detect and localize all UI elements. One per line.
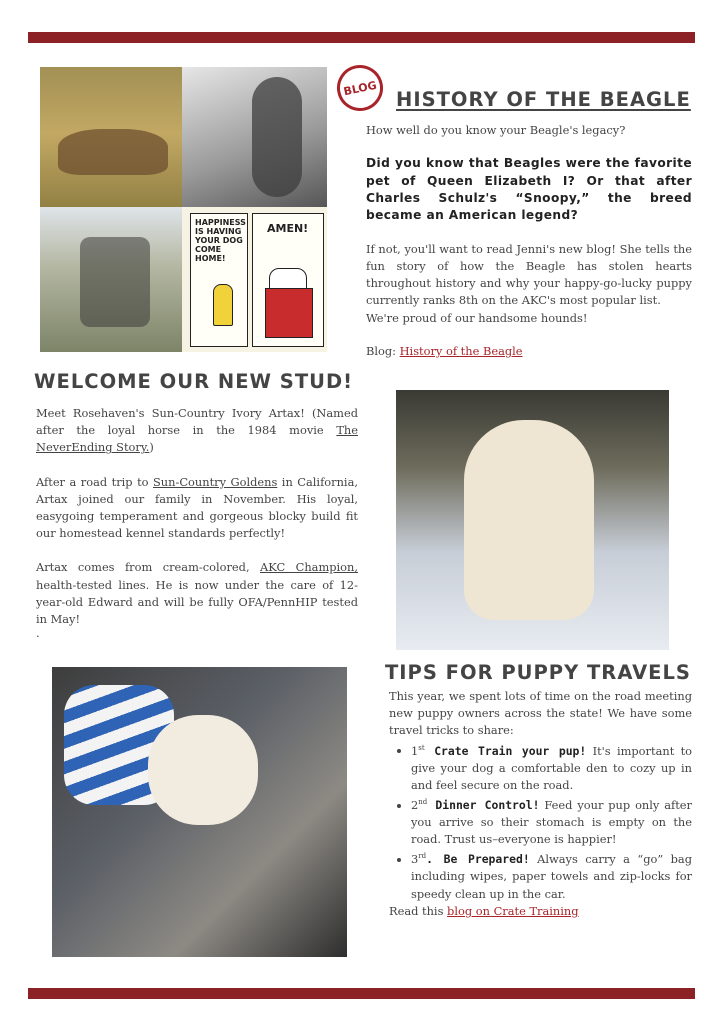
stud-paragraph-1 (36, 405, 358, 457)
akc-champion-link[interactable]: AKC Champion, (260, 560, 358, 575)
comic-panel-right (252, 213, 324, 347)
tips-list (389, 740, 692, 903)
top-accent-bar (28, 32, 695, 43)
stud-section (36, 405, 358, 641)
history-intro: How well do you know your Beagle's legacy? (366, 123, 626, 137)
stud-p1-end: ) (149, 440, 154, 455)
stud-heading: WELCOME OUR NEW STUD! (34, 370, 354, 393)
tip-3-title: . Be Prepared! (426, 852, 530, 867)
history-blog-link[interactable]: History of the Beagle (399, 343, 523, 358)
history-heading: HISTORY OF THE BEAGLE (396, 88, 691, 111)
comic-speech: AMEN! (267, 222, 309, 235)
history-blog-line (366, 343, 692, 360)
history-question: Did you know that Beagles were the favorite pet of Queen Elizabeth I? Or that after Charles Schulz's “Snoopy,” the breed became an American legend? (366, 156, 692, 223)
tip-3-text: Always carry a “go” bag including wipes, paper towels and zip-locks for speedy clean up in the car. (411, 852, 692, 901)
stud-p2-end: in California, Artax joined our family in November. His loyal, easygoing temperament and gorgeous blocky build fit our homestead kennel standards perfectly! (36, 474, 358, 541)
tip-item-2 (411, 794, 692, 848)
tips-heading: TIPS FOR PUPPY TRAVELS (385, 661, 691, 684)
stud-paragraph-2 (36, 474, 358, 543)
stud-p3-start: Artax comes from cream-colored, (36, 560, 261, 575)
stud-paragraph-3 (36, 559, 358, 628)
man-with-beagle-photo (182, 67, 327, 215)
tip-1-title: Crate Train your pup! (424, 743, 587, 758)
snoopy-figure (269, 268, 307, 290)
read-prefix: Read this (389, 903, 448, 918)
history-body: If not, you'll want to read Jenni's new blog! She tells the fun story of how the Beagle has stolen hearts throughout history and why your happy-go-lucky puppy currently ranks 8th on the AKC's most popular list. (366, 241, 692, 308)
bottom-accent-bar (28, 988, 695, 999)
blog-badge: BLOG (333, 61, 388, 116)
comic-caption: HAPPINESS IS HAVING YOUR DOG COME HOME! (195, 218, 246, 263)
tip-item-1 (411, 740, 692, 794)
tips-section (389, 688, 692, 920)
stray-period: . (36, 626, 40, 641)
peanuts-comic (182, 207, 327, 352)
neverending-story-link[interactable]: The NeverEnding Story. (36, 423, 358, 455)
tip-1-text: It's important to give your dog a comfortable den to cozy up in and feel secure on the road. (411, 743, 693, 792)
golden-retriever-snow-photo (396, 390, 669, 650)
history-proud: We're proud of our handsome hounds! (366, 310, 588, 325)
tip-3-sup: rd (418, 852, 427, 861)
red-doghouse (265, 288, 313, 338)
stud-p1-text: Meet Rosehaven's Sun-Country Ivory Artax! (Named after the loyal horse in the 1984 movie (36, 406, 358, 438)
beagle-collage-image (40, 67, 327, 352)
tip-2-text: Feed your pup only after you arrive so their stomach is empty on the road. Trust us–everyone is happier! (411, 797, 692, 847)
comic-panel-left (190, 213, 248, 347)
stud-p3-end: health-tested lines. He is now under the care of 12-year-old Edward and will be fully OFA/PennHIP tested in May! (36, 577, 358, 627)
tip-2-num: 2 (411, 797, 419, 812)
history-section (366, 122, 692, 360)
tip-item-3 (411, 848, 692, 902)
tips-intro: This year, we spent lots of time on the road meeting new puppy owners across the state! We have some travel tricks to share: (389, 689, 692, 738)
tip-3-num: 3 (411, 852, 419, 867)
tip-2-title: Dinner Control! (427, 797, 540, 812)
crate-training-blog-link[interactable]: blog on Crate Training (447, 903, 579, 918)
sun-country-goldens-link[interactable]: Sun-Country Goldens (153, 474, 278, 489)
hunters-with-beagles-painting (40, 207, 188, 352)
tip-1-num: 1 (411, 743, 419, 758)
tip-1-sup: st (418, 743, 425, 752)
crate-training-line (389, 903, 692, 920)
child-puppy-car-photo (52, 667, 347, 957)
blog-prefix: Blog: (366, 343, 400, 358)
charlie-brown-figure (213, 284, 233, 326)
beagles-in-field-photo (40, 67, 188, 215)
tip-2-sup: nd (418, 798, 428, 807)
stud-p2-start: After a road trip to (36, 474, 153, 489)
